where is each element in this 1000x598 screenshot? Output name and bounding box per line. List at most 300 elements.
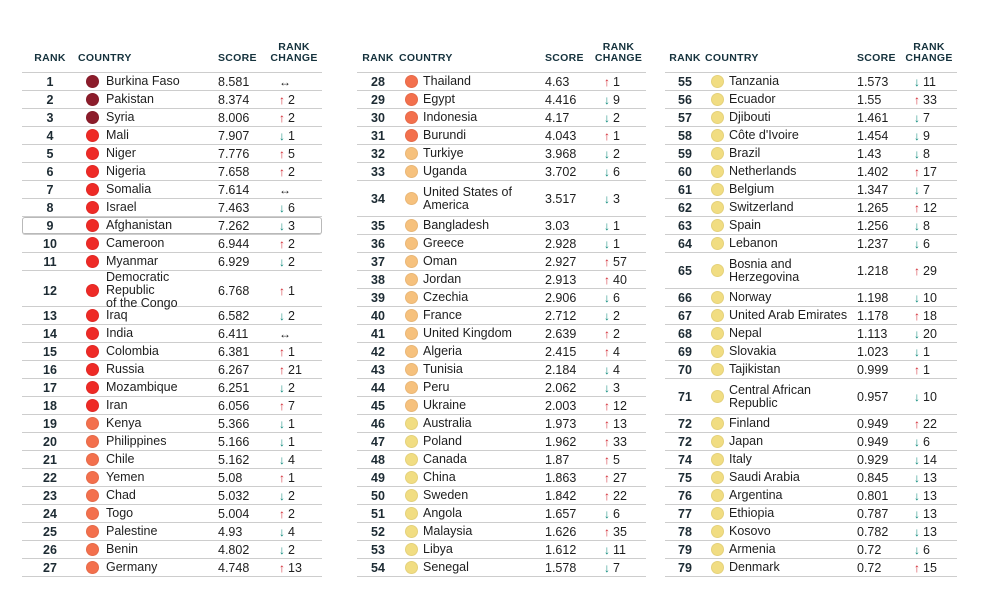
risk-level-dot — [86, 165, 99, 178]
rank-cell: 50 — [371, 488, 385, 503]
country-name: Kosovo — [729, 524, 771, 538]
rank-cell: 79 — [678, 560, 692, 575]
risk-level-dot — [405, 93, 418, 106]
rank-up-icon: ↑ — [279, 506, 285, 521]
rank-down-icon: ↓ — [279, 254, 285, 269]
score-header: SCORE — [218, 52, 257, 65]
risk-level-dot — [86, 129, 99, 142]
rank-up-icon: ↑ — [279, 560, 285, 575]
rank-change-value: 2 — [288, 308, 295, 323]
score-value: 1.962 — [545, 434, 577, 449]
rank-change-cell — [266, 543, 322, 557]
score-value: 6.929 — [218, 254, 250, 269]
rank-change-value: 12 — [923, 200, 937, 215]
table-row — [22, 451, 322, 469]
rank-cell: 27 — [43, 560, 57, 575]
rank-up-icon: ↑ — [914, 560, 920, 575]
rank-change-cell — [901, 417, 957, 431]
rank-cell: 1 — [46, 74, 54, 89]
rank-change-header: RANK CHANGE — [905, 40, 953, 65]
ranking-table-col-3 — [665, 40, 957, 577]
country-name: Tunisia — [423, 362, 463, 376]
rank-change-value: 2 — [288, 506, 295, 521]
rank-change-cell — [901, 390, 957, 404]
rank-cell: 15 — [43, 344, 57, 359]
score-value: 1.218 — [857, 263, 889, 278]
rank-change-cell — [901, 129, 957, 143]
rank-down-icon: ↓ — [279, 200, 285, 215]
risk-level-dot — [405, 255, 418, 268]
rank-cell: 41 — [371, 326, 385, 341]
rank-down-icon: ↓ — [914, 236, 920, 251]
rank-up-icon: ↑ — [914, 416, 920, 431]
rank-change-value: 17 — [923, 164, 937, 179]
country-name: Philippines — [106, 434, 167, 448]
rank-cell: 28 — [371, 74, 385, 89]
table-row — [665, 163, 957, 181]
country-name: Switzerland — [729, 200, 794, 214]
rank-change-cell — [901, 75, 957, 89]
rank-change-cell — [591, 417, 646, 431]
rank-change-cell — [901, 435, 957, 449]
rank-change-value: 1 — [288, 470, 295, 485]
rank-cell: 25 — [43, 524, 57, 539]
rank-up-icon: ↑ — [279, 470, 285, 485]
rank-change-value: 8 — [923, 146, 930, 161]
risk-level-dot — [711, 309, 724, 322]
rank-up-icon: ↑ — [604, 488, 610, 503]
country-name: Saudi Arabia — [729, 470, 800, 484]
rank-down-icon: ↓ — [279, 218, 285, 233]
risk-level-dot — [711, 165, 724, 178]
rank-change-cell — [266, 219, 322, 233]
country-name: Bosnia and Herzegovina — [729, 256, 800, 284]
rank-cell: 12 — [43, 283, 57, 298]
rank-change-value: 11 — [613, 542, 626, 557]
rank-cell: 10 — [43, 236, 57, 251]
rank-cell: 47 — [371, 434, 385, 449]
country-name: Ethiopia — [729, 506, 775, 520]
rank-cell: 61 — [678, 182, 692, 197]
table-row — [665, 379, 957, 415]
rank-down-icon: ↓ — [914, 110, 920, 125]
risk-level-dot — [711, 291, 724, 304]
rank-cell: 37 — [371, 254, 385, 269]
rank-down-icon: ↓ — [914, 344, 920, 359]
rank-cell: 65 — [678, 263, 692, 278]
rank-change-value: 5 — [613, 452, 620, 467]
rank-up-icon: ↑ — [604, 416, 610, 431]
rank-change-value: 2 — [288, 164, 295, 179]
rank-change-value: 1 — [613, 128, 620, 143]
risk-level-dot — [405, 471, 418, 484]
rank-up-icon: ↑ — [604, 326, 610, 341]
country-name: Greece — [423, 236, 464, 250]
rank-change-cell — [591, 291, 646, 305]
rank-down-icon: ↓ — [604, 542, 610, 557]
rank-unchanged-icon: ↔ — [279, 182, 291, 197]
rank-change-cell — [901, 219, 957, 233]
country-name: Iran — [106, 398, 128, 412]
rank-change-cell — [266, 507, 322, 521]
rank-cell: 22 — [43, 470, 57, 485]
rank-change-cell — [266, 147, 322, 161]
rank-cell: 6 — [46, 164, 54, 179]
score-value: 1.43 — [857, 146, 882, 161]
rank-change-cell — [591, 93, 646, 107]
table-row — [357, 361, 646, 379]
table-row — [665, 469, 957, 487]
rank-change-cell — [901, 309, 957, 323]
rank-change-cell — [901, 507, 957, 521]
ranking-table-col-1 — [22, 40, 322, 577]
rank-cell: 21 — [43, 452, 57, 467]
score-value: 2.913 — [545, 272, 577, 287]
rank-down-icon: ↓ — [914, 488, 920, 503]
risk-level-dot — [711, 264, 724, 277]
risk-level-dot — [405, 525, 418, 538]
rank-change-cell — [591, 192, 646, 206]
rank-up-icon: ↑ — [604, 524, 610, 539]
rank-cell: 60 — [678, 164, 692, 179]
table-row — [357, 433, 646, 451]
rank-change-cell — [591, 525, 646, 539]
risk-level-dot — [86, 237, 99, 250]
rank-change-value: 2 — [288, 110, 295, 125]
rank-change-cell — [266, 417, 322, 431]
country-name: Australia — [423, 416, 472, 430]
rank-change-value: 6 — [923, 542, 930, 557]
table-row — [665, 559, 957, 577]
table-row — [22, 145, 322, 163]
risk-level-dot — [86, 219, 99, 232]
rank-change-value: 4 — [613, 344, 620, 359]
rank-up-icon: ↑ — [914, 308, 920, 323]
score-value: 5.166 — [218, 434, 250, 449]
score-value: 1.87 — [545, 452, 570, 467]
country-name: India — [106, 326, 134, 340]
score-value: 5.366 — [218, 416, 250, 431]
rank-change-value: 2 — [288, 542, 295, 557]
table-row — [22, 235, 322, 253]
score-value: 0.845 — [857, 470, 889, 485]
rank-down-icon: ↓ — [914, 290, 920, 305]
rank-change-cell — [266, 471, 322, 485]
country-name: Kenya — [106, 416, 142, 430]
table-row — [665, 451, 957, 469]
score-value: 1.657 — [545, 506, 577, 521]
rank-down-icon: ↓ — [914, 326, 920, 341]
rank-change-cell — [901, 237, 957, 251]
rank-cell: 62 — [678, 200, 692, 215]
table-row — [357, 271, 646, 289]
risk-level-dot — [86, 561, 99, 574]
score-value: 4.93 — [218, 524, 243, 539]
risk-level-dot — [711, 525, 724, 538]
score-value: 1.863 — [545, 470, 577, 485]
score-value: 8.006 — [218, 110, 250, 125]
score-value: 6.411 — [218, 326, 249, 341]
rank-change-cell — [266, 363, 322, 377]
rank-down-icon: ↓ — [914, 389, 920, 404]
risk-level-dot — [86, 284, 99, 297]
country-name: Burundi — [423, 128, 467, 142]
rank-change-value: 6 — [288, 200, 295, 215]
rank-change-cell — [591, 399, 646, 413]
country-name: United Arab Emirates — [729, 308, 848, 322]
rank-down-icon: ↓ — [604, 146, 610, 161]
score-value: 6.267 — [218, 362, 250, 377]
country-name: Togo — [106, 506, 134, 520]
country-name: Brazil — [729, 146, 761, 160]
risk-level-dot — [405, 75, 418, 88]
rank-cell: 75 — [678, 470, 692, 485]
rank-cell: 57 — [678, 110, 692, 125]
rank-up-icon: ↑ — [279, 236, 285, 251]
score-value: 2.906 — [545, 290, 577, 305]
score-value: 6.944 — [218, 236, 250, 251]
table-row — [357, 307, 646, 325]
score-value: 6.768 — [218, 283, 250, 298]
rank-change-cell — [266, 435, 322, 449]
rank-change-cell — [266, 201, 322, 215]
rank-change-value: 2 — [288, 236, 295, 251]
rank-change-value: 7 — [923, 182, 930, 197]
rank-down-icon: ↓ — [914, 128, 920, 143]
rank-cell: 5 — [46, 146, 54, 161]
score-value: 1.023 — [857, 344, 889, 359]
rank-cell: 8 — [46, 200, 54, 215]
rank-cell: 4 — [46, 128, 54, 143]
risk-level-dot — [711, 363, 724, 376]
country-name: Thailand — [423, 74, 471, 88]
table-row — [665, 487, 957, 505]
rank-header: RANK — [34, 52, 66, 65]
risk-level-dot — [405, 363, 418, 376]
risk-level-dot — [405, 543, 418, 556]
table-row — [22, 361, 322, 379]
rank-change-cell — [266, 381, 322, 395]
risk-level-dot — [86, 381, 99, 394]
table-row — [22, 541, 322, 559]
table-row — [22, 523, 322, 541]
table-header — [22, 40, 322, 72]
country-name: Poland — [423, 434, 462, 448]
rank-down-icon: ↓ — [604, 191, 610, 206]
table-row — [22, 127, 322, 145]
table-row — [357, 325, 646, 343]
rank-cell: 78 — [678, 524, 692, 539]
rank-change-value: 2 — [288, 488, 295, 503]
rank-cell: 52 — [371, 524, 385, 539]
rank-change-cell — [901, 525, 957, 539]
rank-cell: 66 — [678, 290, 692, 305]
table-row — [357, 559, 646, 577]
rank-change-value: 22 — [923, 416, 937, 431]
score-value: 7.614 — [218, 182, 250, 197]
rank-change-cell — [901, 489, 957, 503]
rank-change-cell — [901, 471, 957, 485]
country-name: Belgium — [729, 182, 775, 196]
rank-down-icon: ↓ — [279, 380, 285, 395]
country-name: Burkina Faso — [106, 74, 180, 88]
table-row — [22, 379, 322, 397]
score-value: 3.517 — [545, 191, 577, 206]
table-row — [665, 433, 957, 451]
score-value: 7.463 — [218, 200, 250, 215]
score-value: 5.004 — [218, 506, 250, 521]
risk-level-dot — [86, 327, 99, 340]
country-name: Iraq — [106, 308, 128, 322]
rank-cell: 64 — [678, 236, 692, 251]
rank-up-icon: ↑ — [914, 164, 920, 179]
country-name: Tanzania — [729, 74, 780, 88]
rank-cell: 63 — [678, 218, 692, 233]
country-name: Niger — [106, 146, 136, 160]
score-value: 1.113 — [857, 326, 888, 341]
rank-cell: 9 — [46, 218, 54, 233]
table-row — [357, 181, 646, 217]
table-body — [357, 72, 646, 577]
rank-down-icon: ↓ — [604, 218, 610, 233]
rank-cell: 3 — [46, 110, 54, 125]
rank-change-cell — [266, 525, 322, 539]
risk-level-dot — [86, 183, 99, 196]
rank-up-icon: ↑ — [279, 283, 285, 298]
rank-change-cell — [591, 381, 646, 395]
risk-level-dot — [711, 93, 724, 106]
risk-level-dot — [711, 345, 724, 358]
rank-up-icon: ↑ — [279, 92, 285, 107]
rank-change-cell — [901, 345, 957, 359]
rank-change-cell — [591, 471, 646, 485]
rank-cell: 79 — [678, 542, 692, 557]
risk-level-dot — [86, 93, 99, 106]
rank-change-cell — [901, 111, 957, 125]
country-name: Djibouti — [729, 110, 771, 124]
country-name: Senegal — [423, 560, 469, 574]
rank-change-cell — [901, 291, 957, 305]
score-value: 0.949 — [857, 416, 889, 431]
risk-level-dot — [711, 543, 724, 556]
rank-change-cell — [591, 489, 646, 503]
country-name: Mali — [106, 128, 129, 142]
score-value: 2.003 — [545, 398, 577, 413]
rank-cell: 76 — [678, 488, 692, 503]
country-name: Spain — [729, 218, 761, 232]
risk-level-dot — [711, 417, 724, 430]
rank-cell: 72 — [678, 416, 692, 431]
risk-level-dot — [405, 507, 418, 520]
rank-cell: 53 — [371, 542, 385, 557]
table-row — [22, 91, 322, 109]
table-row — [665, 343, 957, 361]
country-name: Peru — [423, 380, 450, 394]
risk-level-dot — [86, 111, 99, 124]
rank-change-cell — [591, 309, 646, 323]
rank-change-value: 4 — [288, 452, 295, 467]
country-name: Oman — [423, 254, 458, 268]
rank-change-cell — [266, 165, 322, 179]
score-value: 0.72 — [857, 542, 882, 557]
rank-cell: 14 — [43, 326, 57, 341]
rank-change-cell — [901, 147, 957, 161]
rank-cell: 67 — [678, 308, 692, 323]
score-value: 5.08 — [218, 470, 243, 485]
score-value: 0.957 — [857, 389, 889, 404]
rank-change-value: 27 — [613, 470, 627, 485]
rank-change-value: 2 — [613, 110, 620, 125]
table-row — [22, 181, 322, 199]
risk-level-dot — [405, 327, 418, 340]
country-name: Mozambique — [106, 380, 178, 394]
rank-change-cell — [266, 184, 322, 196]
risk-level-dot — [405, 453, 418, 466]
rank-change-value: 6 — [923, 434, 930, 449]
country-name: Chad — [106, 488, 136, 502]
country-name: Italy — [729, 452, 752, 466]
country-header: COUNTRY — [399, 52, 453, 65]
rank-change-value: 1 — [923, 362, 930, 377]
score-value: 2.927 — [545, 254, 577, 269]
rank-cell: 2 — [46, 92, 54, 107]
rank-change-value: 1 — [288, 434, 295, 449]
score-value: 2.184 — [545, 362, 577, 377]
table-header — [665, 40, 957, 72]
rank-change-cell — [266, 328, 322, 340]
rank-change-cell — [266, 129, 322, 143]
rank-up-icon: ↑ — [604, 74, 610, 89]
risk-level-dot — [405, 192, 418, 205]
rank-change-cell — [901, 363, 957, 377]
table-row — [665, 73, 957, 91]
risk-level-dot — [86, 75, 99, 88]
risk-level-dot — [711, 327, 724, 340]
rank-cell: 30 — [371, 110, 385, 125]
rank-up-icon: ↑ — [604, 470, 610, 485]
country-name: United States of America — [423, 184, 512, 212]
score-value: 1.55 — [857, 92, 882, 107]
country-name: Nigeria — [106, 164, 146, 178]
rank-change-cell — [901, 561, 957, 575]
rank-change-cell — [266, 561, 322, 575]
table-row — [22, 397, 322, 415]
risk-level-dot — [405, 111, 418, 124]
risk-level-dot — [86, 453, 99, 466]
score-value: 4.802 — [218, 542, 250, 557]
rank-down-icon: ↓ — [914, 542, 920, 557]
rank-cell: 45 — [371, 398, 385, 413]
rank-change-value: 1 — [288, 128, 295, 143]
country-name: Jordan — [423, 272, 462, 286]
rank-change-cell — [901, 543, 957, 557]
country-name: Central African Republic — [729, 382, 811, 410]
score-value: 1.454 — [857, 128, 889, 143]
rank-unchanged-icon: ↔ — [279, 74, 291, 89]
rank-up-icon: ↑ — [279, 110, 285, 125]
score-value: 2.415 — [545, 344, 577, 359]
rank-down-icon: ↓ — [279, 488, 285, 503]
country-name: Syria — [106, 110, 135, 124]
rank-change-value: 7 — [923, 110, 930, 125]
rank-down-icon: ↓ — [914, 74, 920, 89]
score-value: 2.928 — [545, 236, 577, 251]
risk-level-dot — [405, 489, 418, 502]
rank-down-icon: ↓ — [914, 182, 920, 197]
score-value: 5.032 — [218, 488, 250, 503]
country-name: Uganda — [423, 164, 467, 178]
risk-level-dot — [711, 219, 724, 232]
